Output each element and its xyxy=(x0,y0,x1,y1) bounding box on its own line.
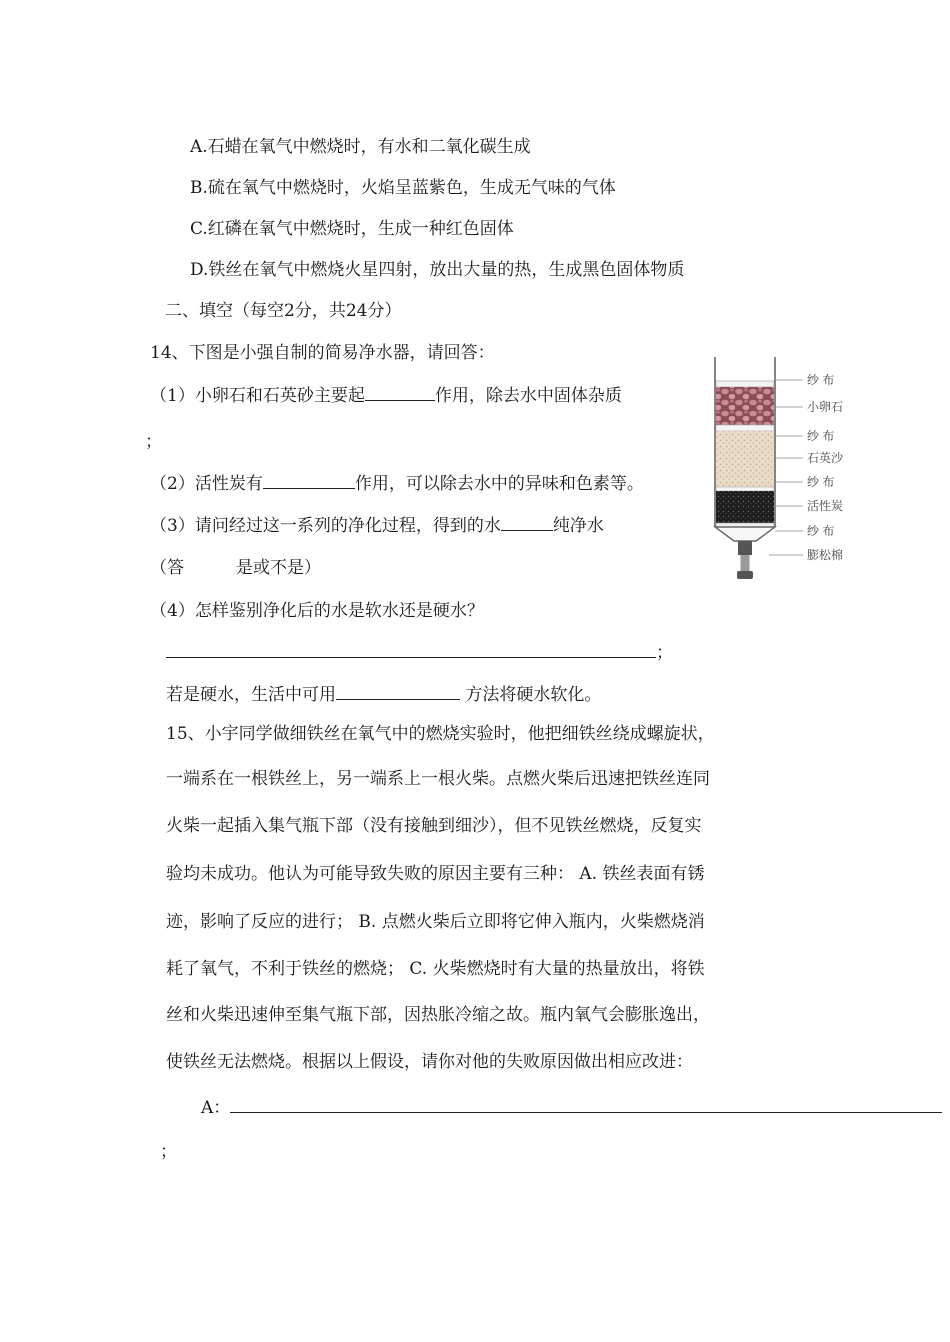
q14-part5-blank[interactable] xyxy=(336,681,460,700)
section-two-heading: 二、填空（每空2分，共24分） xyxy=(165,301,402,321)
pebble-layer xyxy=(716,387,774,425)
option-a: A.石蜡在氧气中燃烧时，有水和二氧化碳生成 xyxy=(190,137,531,157)
figure-label: 石英沙 xyxy=(807,451,844,465)
q15-answer-a-end: ； xyxy=(160,1142,177,1162)
figure-label: 膨松棉 xyxy=(807,548,844,562)
q14-part3-answer-label: （答 xyxy=(150,558,184,578)
q14-part3-after: 纯净水 xyxy=(552,516,604,536)
q15-line-5: 迹，影响了反应的进行； B. 点燃火柴后立即将它伸入瓶内，火柴燃烧消 xyxy=(166,912,705,932)
q14-part1-blank[interactable] xyxy=(365,382,435,401)
q14-part4: （4）怎样鉴别净化后的水是软水还是硬水？ xyxy=(150,601,484,621)
q14-part3-before: （3）请问经过这一系列的净化过程，得到的水 xyxy=(150,516,501,536)
water-filter-figure xyxy=(707,355,867,593)
q14-part4-answer xyxy=(166,639,673,665)
q14-part1 xyxy=(150,382,622,408)
q15-line-2: 一端系在一根铁丝上，另一端系上一根火柴。点燃火柴后迅速把铁丝连同 xyxy=(166,769,710,789)
q14-part3 xyxy=(150,512,604,538)
q14-part5-after: 方法将硬水软化。 xyxy=(460,685,602,705)
q14-part4-end: ； xyxy=(656,643,673,663)
q14-part2 xyxy=(150,470,644,496)
q15-line-6: 耗了氧气，不利于铁丝的燃烧； C. 火柴燃烧时有大量的热量放出，将铁 xyxy=(166,959,705,979)
figure-label: 纱 布 xyxy=(807,373,835,387)
cloth-layer-1 xyxy=(716,381,774,387)
figure-label: 小卵石 xyxy=(807,400,844,414)
cloth-layer-3 xyxy=(716,487,774,491)
q15-answer-a xyxy=(201,1094,942,1120)
q15-line-4: 验均未成功。他认为可能导致失败的原因主要有三种： A. 铁丝表面有锈 xyxy=(166,864,705,884)
sand-layer xyxy=(716,431,774,487)
q14-part1-end: ； xyxy=(145,432,162,452)
q14-stem: 14、下图是小强自制的简易净水器，请回答： xyxy=(150,343,495,363)
q14-part2-before: （2）活性炭有 xyxy=(150,474,263,494)
figure-label: 纱 布 xyxy=(807,475,835,489)
q14-part1-after: 作用，除去水中固体杂质 xyxy=(434,386,622,406)
q15-answer-a-label: A： xyxy=(201,1098,231,1118)
option-c: C.红磷在氧气中燃烧时，生成一种红色固体 xyxy=(190,219,514,239)
q14-part4-blank[interactable] xyxy=(166,639,656,658)
figure-label: 纱 布 xyxy=(807,429,835,443)
q15-answer-a-blank[interactable] xyxy=(230,1094,942,1113)
q14-part5-before: 若是硬水，生活中可用 xyxy=(166,685,336,705)
q15-line-1: 15、小宇同学做细铁丝在氧气中的燃烧实验时，他把细铁丝绕成螺旋状， xyxy=(166,724,715,744)
cotton-layer xyxy=(715,527,775,541)
q14-part2-after: 作用，可以除去水中的异味和色素等。 xyxy=(354,474,644,494)
q14-part1-before: （1）小卵石和石英砂主要起 xyxy=(150,386,365,406)
q14-part3-answer xyxy=(150,556,321,580)
q14-part2-blank[interactable] xyxy=(263,470,355,489)
option-d: D.铁丝在氧气中燃烧火星四射，放出大量的热，生成黑色固体物质 xyxy=(190,260,685,280)
carbon-layer xyxy=(716,491,774,523)
q15-line-7: 丝和火柴迅速伸至集气瓶下部，因热胀冷缩之故。瓶内氧气会膨胀逸出， xyxy=(166,1005,710,1025)
q14-part3-blank[interactable] xyxy=(501,512,553,531)
q14-part3-answer-choice: 是或不是） xyxy=(236,558,321,578)
q15-line-3: 火柴一起插入集气瓶下部（没有接触到细沙），但不见铁丝燃烧，反复实 xyxy=(166,816,702,836)
figure-label: 活性炭 xyxy=(807,499,844,513)
q14-part5 xyxy=(166,681,601,707)
cloth-layer-2 xyxy=(716,425,774,431)
figure-label: 纱 布 xyxy=(807,524,835,538)
nozzle xyxy=(738,541,752,555)
option-b: B.硫在氧气中燃烧时，火焰呈蓝紫色，生成无气味的气体 xyxy=(190,178,616,198)
q15-line-8: 使铁丝无法燃烧。根据以上假设，请你对他的失败原因做出相应改进： xyxy=(166,1052,693,1072)
